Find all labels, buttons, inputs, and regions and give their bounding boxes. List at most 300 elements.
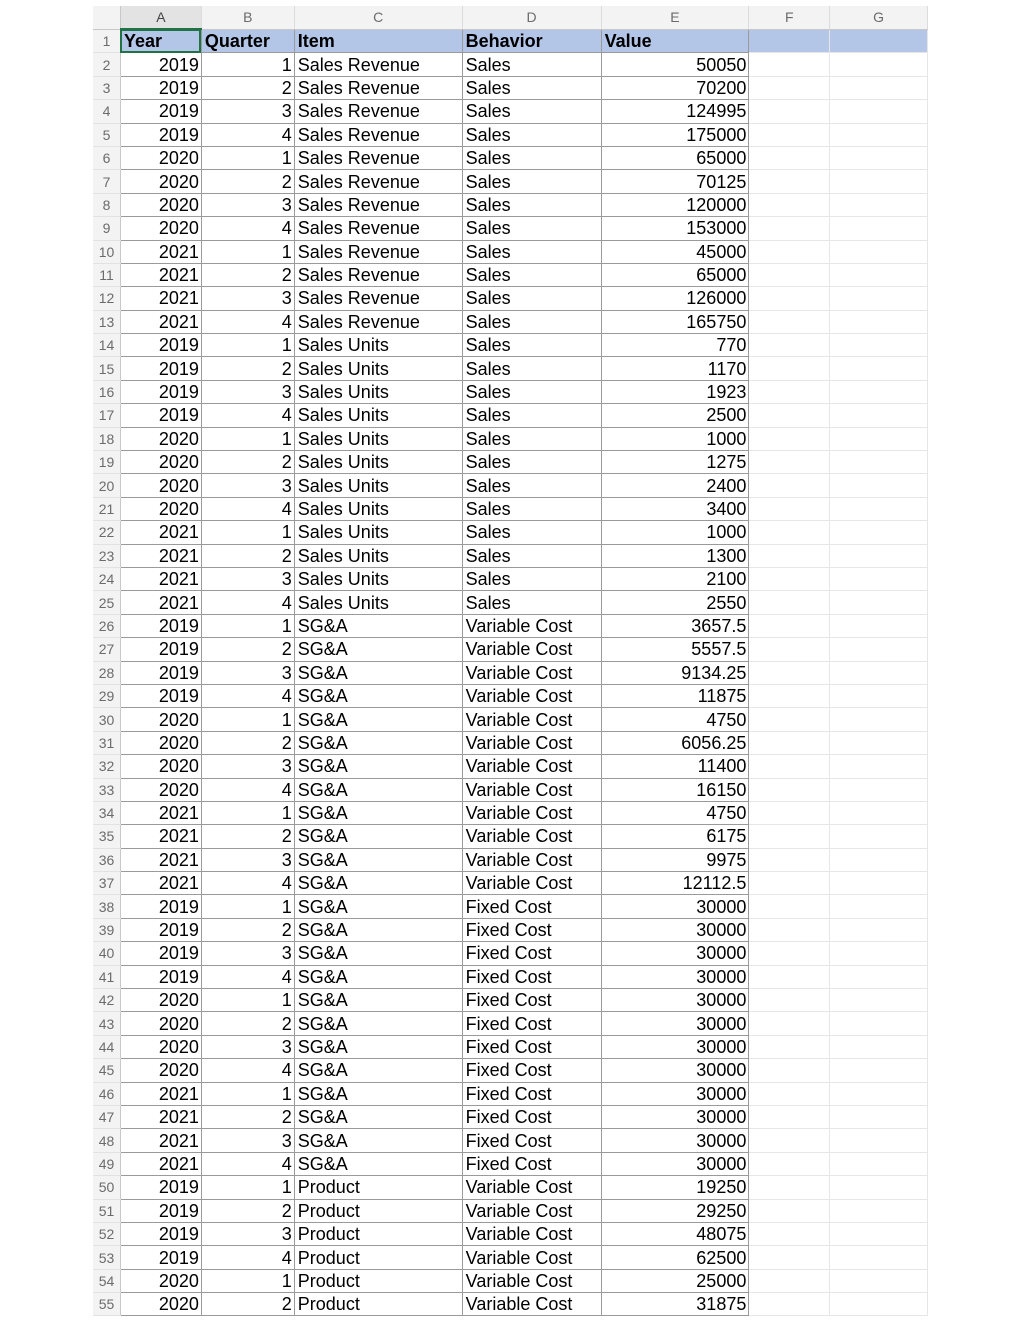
cell[interactable]: 2020 bbox=[120, 1059, 201, 1082]
cell[interactable]: Sales Units bbox=[294, 497, 462, 520]
cell[interactable]: 2021 bbox=[120, 240, 201, 263]
cell[interactable]: 1275 bbox=[601, 451, 749, 474]
cell[interactable]: 5557.5 bbox=[601, 638, 749, 661]
cell-empty[interactable] bbox=[830, 29, 928, 53]
cell[interactable]: Sales bbox=[462, 427, 601, 450]
cell[interactable]: 3 bbox=[201, 755, 294, 778]
cell[interactable]: 1 bbox=[201, 801, 294, 824]
cell[interactable]: 30000 bbox=[601, 1059, 749, 1082]
row-header[interactable]: 18 bbox=[93, 427, 120, 450]
cell[interactable]: 2 bbox=[201, 1105, 294, 1128]
cell-empty[interactable] bbox=[749, 1105, 830, 1128]
cell[interactable]: 2019 bbox=[120, 895, 201, 918]
cell[interactable]: 3 bbox=[201, 287, 294, 310]
cell-empty[interactable] bbox=[830, 1129, 928, 1152]
cell[interactable]: Sales Revenue bbox=[294, 287, 462, 310]
cell[interactable]: 1000 bbox=[601, 427, 749, 450]
cell[interactable]: 11400 bbox=[601, 755, 749, 778]
cell-empty[interactable] bbox=[830, 451, 928, 474]
cell-empty[interactable] bbox=[749, 989, 830, 1012]
cell[interactable]: 6056.25 bbox=[601, 731, 749, 754]
row-header[interactable]: 4 bbox=[93, 100, 120, 123]
cell[interactable]: SG&A bbox=[294, 1059, 462, 1082]
cell[interactable]: Fixed Cost bbox=[462, 918, 601, 941]
cell-empty[interactable] bbox=[749, 708, 830, 731]
cell[interactable]: Fixed Cost bbox=[462, 895, 601, 918]
row-header[interactable]: 41 bbox=[93, 965, 120, 988]
cell[interactable]: Sales bbox=[462, 193, 601, 216]
cell[interactable]: 30000 bbox=[601, 1012, 749, 1035]
row-header[interactable]: 36 bbox=[93, 848, 120, 871]
row-header[interactable]: 3 bbox=[93, 76, 120, 99]
cell[interactable]: 2019 bbox=[120, 123, 201, 146]
cell[interactable]: 48075 bbox=[601, 1222, 749, 1245]
row-header[interactable]: 16 bbox=[93, 380, 120, 403]
row-header[interactable]: 32 bbox=[93, 755, 120, 778]
header-cell-year[interactable]: Year bbox=[120, 29, 201, 53]
cell[interactable]: SG&A bbox=[294, 661, 462, 684]
cell[interactable]: 1170 bbox=[601, 357, 749, 380]
cell[interactable]: 2020 bbox=[120, 146, 201, 169]
cell[interactable]: 120000 bbox=[601, 193, 749, 216]
cell-empty[interactable] bbox=[830, 380, 928, 403]
cell[interactable]: Sales bbox=[462, 357, 601, 380]
cell[interactable]: Sales bbox=[462, 544, 601, 567]
cell[interactable]: 70200 bbox=[601, 76, 749, 99]
cell[interactable]: 2021 bbox=[120, 1129, 201, 1152]
cell-empty[interactable] bbox=[830, 614, 928, 637]
cell[interactable]: Sales Units bbox=[294, 474, 462, 497]
cell[interactable]: 1 bbox=[201, 240, 294, 263]
cell[interactable]: 1 bbox=[201, 53, 294, 76]
cell[interactable]: 1300 bbox=[601, 544, 749, 567]
cell[interactable]: 126000 bbox=[601, 287, 749, 310]
cell[interactable]: Sales bbox=[462, 123, 601, 146]
cell[interactable]: 1000 bbox=[601, 521, 749, 544]
cell[interactable]: Variable Cost bbox=[462, 638, 601, 661]
cell[interactable]: SG&A bbox=[294, 708, 462, 731]
cell[interactable]: Sales Revenue bbox=[294, 123, 462, 146]
cell[interactable]: Sales Units bbox=[294, 380, 462, 403]
cell[interactable]: Variable Cost bbox=[462, 848, 601, 871]
row-header[interactable]: 2 bbox=[93, 53, 120, 76]
row-header[interactable]: 37 bbox=[93, 872, 120, 895]
cell-empty[interactable] bbox=[749, 474, 830, 497]
cell-empty[interactable] bbox=[749, 1152, 830, 1175]
cell[interactable]: 3 bbox=[201, 1129, 294, 1152]
cell[interactable]: 65000 bbox=[601, 263, 749, 286]
cell-empty[interactable] bbox=[749, 614, 830, 637]
cell[interactable]: 4750 bbox=[601, 801, 749, 824]
cell-empty[interactable] bbox=[749, 1082, 830, 1105]
cell[interactable]: Sales Revenue bbox=[294, 100, 462, 123]
cell-empty[interactable] bbox=[749, 567, 830, 590]
cell[interactable]: Product bbox=[294, 1246, 462, 1269]
cell-empty[interactable] bbox=[830, 497, 928, 520]
row-header[interactable]: 44 bbox=[93, 1035, 120, 1058]
cell-empty[interactable] bbox=[830, 591, 928, 614]
cell[interactable]: 1 bbox=[201, 334, 294, 357]
row-header[interactable]: 28 bbox=[93, 661, 120, 684]
cell[interactable]: Variable Cost bbox=[462, 1199, 601, 1222]
cell-empty[interactable] bbox=[830, 801, 928, 824]
cell[interactable]: 1 bbox=[201, 895, 294, 918]
cell[interactable]: 2020 bbox=[120, 755, 201, 778]
row-header[interactable]: 31 bbox=[93, 731, 120, 754]
cell[interactable]: 3 bbox=[201, 942, 294, 965]
cell[interactable]: 3 bbox=[201, 380, 294, 403]
cell[interactable]: Product bbox=[294, 1222, 462, 1245]
cell-empty[interactable] bbox=[749, 240, 830, 263]
cell[interactable]: SG&A bbox=[294, 731, 462, 754]
cell[interactable]: 2021 bbox=[120, 1105, 201, 1128]
cell-empty[interactable] bbox=[830, 357, 928, 380]
cell-empty[interactable] bbox=[749, 848, 830, 871]
cell[interactable]: Sales bbox=[462, 474, 601, 497]
cell[interactable]: 3 bbox=[201, 193, 294, 216]
cell[interactable]: SG&A bbox=[294, 848, 462, 871]
cell-empty[interactable] bbox=[830, 1082, 928, 1105]
cell-empty[interactable] bbox=[830, 100, 928, 123]
cell-empty[interactable] bbox=[830, 895, 928, 918]
row-header[interactable]: 35 bbox=[93, 825, 120, 848]
row-header[interactable]: 13 bbox=[93, 310, 120, 333]
cell[interactable]: 2019 bbox=[120, 1176, 201, 1199]
cell[interactable]: 2019 bbox=[120, 942, 201, 965]
cell-empty[interactable] bbox=[830, 684, 928, 707]
cell[interactable]: 3657.5 bbox=[601, 614, 749, 637]
cell[interactable]: 2019 bbox=[120, 614, 201, 637]
cell-empty[interactable] bbox=[749, 451, 830, 474]
cell-empty[interactable] bbox=[749, 1199, 830, 1222]
cell[interactable]: 4 bbox=[201, 778, 294, 801]
cell[interactable]: 2020 bbox=[120, 474, 201, 497]
cell[interactable]: Variable Cost bbox=[462, 755, 601, 778]
row-header[interactable]: 6 bbox=[93, 146, 120, 169]
cell-empty[interactable] bbox=[749, 76, 830, 99]
cell[interactable]: 2 bbox=[201, 1293, 294, 1316]
cell-empty[interactable] bbox=[830, 1012, 928, 1035]
cell-empty[interactable] bbox=[830, 918, 928, 941]
cell-empty[interactable] bbox=[830, 1059, 928, 1082]
cell-empty[interactable] bbox=[830, 474, 928, 497]
cell-empty[interactable] bbox=[830, 872, 928, 895]
cell[interactable]: 30000 bbox=[601, 1129, 749, 1152]
header-cell-quarter[interactable]: Quarter bbox=[201, 29, 294, 53]
cell[interactable]: Product bbox=[294, 1176, 462, 1199]
cell[interactable]: 2 bbox=[201, 451, 294, 474]
row-header[interactable]: 40 bbox=[93, 942, 120, 965]
row-header[interactable]: 21 bbox=[93, 497, 120, 520]
cell[interactable]: SG&A bbox=[294, 684, 462, 707]
cell-empty[interactable] bbox=[749, 497, 830, 520]
cell[interactable]: Sales Revenue bbox=[294, 193, 462, 216]
cell[interactable]: 4 bbox=[201, 404, 294, 427]
cell-empty[interactable] bbox=[749, 404, 830, 427]
cell[interactable]: Product bbox=[294, 1293, 462, 1316]
cell[interactable]: 9134.25 bbox=[601, 661, 749, 684]
cell-empty[interactable] bbox=[830, 1293, 928, 1316]
cell[interactable]: 30000 bbox=[601, 989, 749, 1012]
cell[interactable]: Sales Revenue bbox=[294, 146, 462, 169]
cell[interactable]: SG&A bbox=[294, 755, 462, 778]
cell[interactable]: 30000 bbox=[601, 895, 749, 918]
cell-empty[interactable] bbox=[830, 708, 928, 731]
cell[interactable]: 62500 bbox=[601, 1246, 749, 1269]
cell[interactable]: Sales Units bbox=[294, 404, 462, 427]
cell-empty[interactable] bbox=[749, 591, 830, 614]
cell[interactable]: 124995 bbox=[601, 100, 749, 123]
row-header[interactable]: 50 bbox=[93, 1176, 120, 1199]
cell[interactable]: 1 bbox=[201, 614, 294, 637]
cell[interactable]: 2019 bbox=[120, 661, 201, 684]
cell-empty[interactable] bbox=[830, 731, 928, 754]
cell[interactable]: Fixed Cost bbox=[462, 1035, 601, 1058]
cell[interactable]: 30000 bbox=[601, 1035, 749, 1058]
cell[interactable]: 2020 bbox=[120, 989, 201, 1012]
cell[interactable]: 2 bbox=[201, 918, 294, 941]
cell[interactable]: 25000 bbox=[601, 1269, 749, 1292]
row-header[interactable]: 46 bbox=[93, 1082, 120, 1105]
cell-empty[interactable] bbox=[830, 263, 928, 286]
row-header[interactable]: 33 bbox=[93, 778, 120, 801]
cell[interactable]: Fixed Cost bbox=[462, 942, 601, 965]
row-header[interactable]: 17 bbox=[93, 404, 120, 427]
cell-empty[interactable] bbox=[749, 918, 830, 941]
cell[interactable]: Sales Units bbox=[294, 357, 462, 380]
cell[interactable]: 31875 bbox=[601, 1293, 749, 1316]
cell[interactable]: Fixed Cost bbox=[462, 1082, 601, 1105]
cell-empty[interactable] bbox=[749, 942, 830, 965]
cell[interactable]: 1 bbox=[201, 1269, 294, 1292]
cell-empty[interactable] bbox=[830, 1176, 928, 1199]
cell-empty[interactable] bbox=[830, 76, 928, 99]
cell[interactable]: 3 bbox=[201, 100, 294, 123]
cell[interactable]: 2019 bbox=[120, 100, 201, 123]
cell-empty[interactable] bbox=[749, 334, 830, 357]
cell[interactable]: 2021 bbox=[120, 848, 201, 871]
cell-empty[interactable] bbox=[749, 1222, 830, 1245]
cell[interactable]: 3 bbox=[201, 567, 294, 590]
cell[interactable]: SG&A bbox=[294, 895, 462, 918]
cell[interactable]: 16150 bbox=[601, 778, 749, 801]
cell[interactable]: SG&A bbox=[294, 1152, 462, 1175]
cell[interactable]: 50050 bbox=[601, 53, 749, 76]
cell[interactable]: 2020 bbox=[120, 217, 201, 240]
cell[interactable]: 4 bbox=[201, 123, 294, 146]
cell[interactable]: Fixed Cost bbox=[462, 1012, 601, 1035]
cell[interactable]: 2 bbox=[201, 1012, 294, 1035]
cell[interactable]: Fixed Cost bbox=[462, 1129, 601, 1152]
cell-empty[interactable] bbox=[830, 217, 928, 240]
cell[interactable]: 2019 bbox=[120, 965, 201, 988]
cell[interactable]: Variable Cost bbox=[462, 1176, 601, 1199]
cell-empty[interactable] bbox=[830, 1199, 928, 1222]
cell[interactable]: 2021 bbox=[120, 544, 201, 567]
cell[interactable]: 770 bbox=[601, 334, 749, 357]
cell[interactable]: Sales bbox=[462, 100, 601, 123]
cell[interactable]: 65000 bbox=[601, 146, 749, 169]
cell[interactable]: 30000 bbox=[601, 965, 749, 988]
cell[interactable]: Sales bbox=[462, 76, 601, 99]
row-header[interactable]: 39 bbox=[93, 918, 120, 941]
cell[interactable]: Variable Cost bbox=[462, 708, 601, 731]
cell-empty[interactable] bbox=[830, 778, 928, 801]
row-header[interactable]: 7 bbox=[93, 170, 120, 193]
header-cell-item[interactable]: Item bbox=[294, 29, 462, 53]
cell-empty[interactable] bbox=[749, 872, 830, 895]
cell-empty[interactable] bbox=[749, 146, 830, 169]
cell[interactable]: Fixed Cost bbox=[462, 965, 601, 988]
cell[interactable]: 2021 bbox=[120, 287, 201, 310]
cell[interactable]: Variable Cost bbox=[462, 661, 601, 684]
cell[interactable]: Sales Units bbox=[294, 451, 462, 474]
cell[interactable]: Variable Cost bbox=[462, 731, 601, 754]
row-header[interactable]: 54 bbox=[93, 1269, 120, 1292]
cell[interactable]: 2400 bbox=[601, 474, 749, 497]
column-header-a[interactable]: A bbox=[120, 6, 201, 29]
cell-empty[interactable] bbox=[830, 521, 928, 544]
cell[interactable]: 2 bbox=[201, 263, 294, 286]
cell[interactable]: 45000 bbox=[601, 240, 749, 263]
cell[interactable]: 153000 bbox=[601, 217, 749, 240]
cell[interactable]: Sales bbox=[462, 170, 601, 193]
header-cell-behavior[interactable]: Behavior bbox=[462, 29, 601, 53]
row-header[interactable]: 15 bbox=[93, 357, 120, 380]
cell[interactable]: 2 bbox=[201, 76, 294, 99]
cell[interactable]: 175000 bbox=[601, 123, 749, 146]
row-header[interactable]: 55 bbox=[93, 1293, 120, 1316]
column-header-f[interactable]: F bbox=[749, 6, 830, 29]
cell[interactable]: 4 bbox=[201, 217, 294, 240]
cell[interactable]: SG&A bbox=[294, 825, 462, 848]
cell[interactable]: 4 bbox=[201, 310, 294, 333]
cell[interactable]: Sales bbox=[462, 287, 601, 310]
column-header-c[interactable]: C bbox=[294, 6, 462, 29]
cell[interactable]: SG&A bbox=[294, 989, 462, 1012]
cell[interactable]: 30000 bbox=[601, 1105, 749, 1128]
cell[interactable]: SG&A bbox=[294, 1082, 462, 1105]
header-cell-value[interactable]: Value bbox=[601, 29, 749, 53]
cell-empty[interactable] bbox=[830, 755, 928, 778]
cell-empty[interactable] bbox=[749, 1293, 830, 1316]
cell[interactable]: 30000 bbox=[601, 918, 749, 941]
cell-empty[interactable] bbox=[749, 755, 830, 778]
cell[interactable]: 2020 bbox=[120, 427, 201, 450]
cell-empty[interactable] bbox=[749, 661, 830, 684]
cell-empty[interactable] bbox=[749, 53, 830, 76]
row-header[interactable]: 14 bbox=[93, 334, 120, 357]
cell[interactable]: Variable Cost bbox=[462, 1246, 601, 1269]
cell[interactable]: 2019 bbox=[120, 638, 201, 661]
cell[interactable]: Sales Revenue bbox=[294, 263, 462, 286]
cell[interactable]: 2019 bbox=[120, 1246, 201, 1269]
row-header[interactable]: 49 bbox=[93, 1152, 120, 1175]
column-header-e[interactable]: E bbox=[601, 6, 749, 29]
cell-empty[interactable] bbox=[749, 217, 830, 240]
row-header[interactable]: 22 bbox=[93, 521, 120, 544]
cell-empty[interactable] bbox=[749, 357, 830, 380]
cell[interactable]: Sales bbox=[462, 497, 601, 520]
cell-empty[interactable] bbox=[830, 661, 928, 684]
cell[interactable]: 3 bbox=[201, 474, 294, 497]
cell[interactable]: 3400 bbox=[601, 497, 749, 520]
cell-empty[interactable] bbox=[830, 240, 928, 263]
cell[interactable]: 9975 bbox=[601, 848, 749, 871]
cell-empty[interactable] bbox=[749, 801, 830, 824]
cell[interactable]: Sales Units bbox=[294, 544, 462, 567]
cell[interactable]: 2020 bbox=[120, 1269, 201, 1292]
cell[interactable]: Sales Units bbox=[294, 521, 462, 544]
cell-empty[interactable] bbox=[830, 1246, 928, 1269]
cell[interactable]: 2021 bbox=[120, 872, 201, 895]
cell[interactable]: 4 bbox=[201, 591, 294, 614]
cell[interactable]: Variable Cost bbox=[462, 801, 601, 824]
cell[interactable]: Fixed Cost bbox=[462, 989, 601, 1012]
row-header[interactable]: 23 bbox=[93, 544, 120, 567]
cell-empty[interactable] bbox=[749, 684, 830, 707]
cell[interactable]: 165750 bbox=[601, 310, 749, 333]
cell[interactable]: 2020 bbox=[120, 193, 201, 216]
cell[interactable]: 2021 bbox=[120, 567, 201, 590]
cell[interactable]: Sales Revenue bbox=[294, 240, 462, 263]
cell[interactable]: SG&A bbox=[294, 918, 462, 941]
cell-empty[interactable] bbox=[749, 263, 830, 286]
cell-empty[interactable] bbox=[830, 825, 928, 848]
cell-empty[interactable] bbox=[749, 825, 830, 848]
cell[interactable]: 4 bbox=[201, 1059, 294, 1082]
cell[interactable]: 2 bbox=[201, 544, 294, 567]
row-header[interactable]: 48 bbox=[93, 1129, 120, 1152]
cell-empty[interactable] bbox=[749, 544, 830, 567]
cell-empty[interactable] bbox=[830, 1152, 928, 1175]
cell-empty[interactable] bbox=[749, 100, 830, 123]
select-all-corner[interactable] bbox=[93, 6, 120, 29]
cell[interactable]: 4 bbox=[201, 684, 294, 707]
cell[interactable]: Sales bbox=[462, 451, 601, 474]
cell[interactable]: 4 bbox=[201, 1246, 294, 1269]
row-header[interactable]: 12 bbox=[93, 287, 120, 310]
column-header-g[interactable]: G bbox=[830, 6, 928, 29]
cell[interactable]: 1 bbox=[201, 146, 294, 169]
cell[interactable]: 2021 bbox=[120, 825, 201, 848]
cell[interactable]: 1 bbox=[201, 1082, 294, 1105]
cell-empty[interactable] bbox=[749, 427, 830, 450]
cell[interactable]: 2021 bbox=[120, 263, 201, 286]
cell-empty[interactable] bbox=[749, 123, 830, 146]
cell-empty[interactable] bbox=[749, 1129, 830, 1152]
cell[interactable]: 2 bbox=[201, 357, 294, 380]
row-header[interactable]: 52 bbox=[93, 1222, 120, 1245]
cell[interactable]: Sales bbox=[462, 217, 601, 240]
cell[interactable]: 2100 bbox=[601, 567, 749, 590]
cell[interactable]: Sales Revenue bbox=[294, 53, 462, 76]
cell[interactable]: SG&A bbox=[294, 872, 462, 895]
cell[interactable]: 2019 bbox=[120, 404, 201, 427]
row-header[interactable]: 29 bbox=[93, 684, 120, 707]
cell[interactable]: 2019 bbox=[120, 684, 201, 707]
cell[interactable]: SG&A bbox=[294, 1012, 462, 1035]
cell-empty[interactable] bbox=[830, 404, 928, 427]
cell[interactable]: Sales Revenue bbox=[294, 76, 462, 99]
cell[interactable]: SG&A bbox=[294, 638, 462, 661]
cell[interactable]: Sales bbox=[462, 521, 601, 544]
cell[interactable]: Sales bbox=[462, 591, 601, 614]
cell[interactable]: 3 bbox=[201, 661, 294, 684]
cell-empty[interactable] bbox=[830, 53, 928, 76]
cell[interactable]: 2550 bbox=[601, 591, 749, 614]
cell[interactable]: 2020 bbox=[120, 708, 201, 731]
